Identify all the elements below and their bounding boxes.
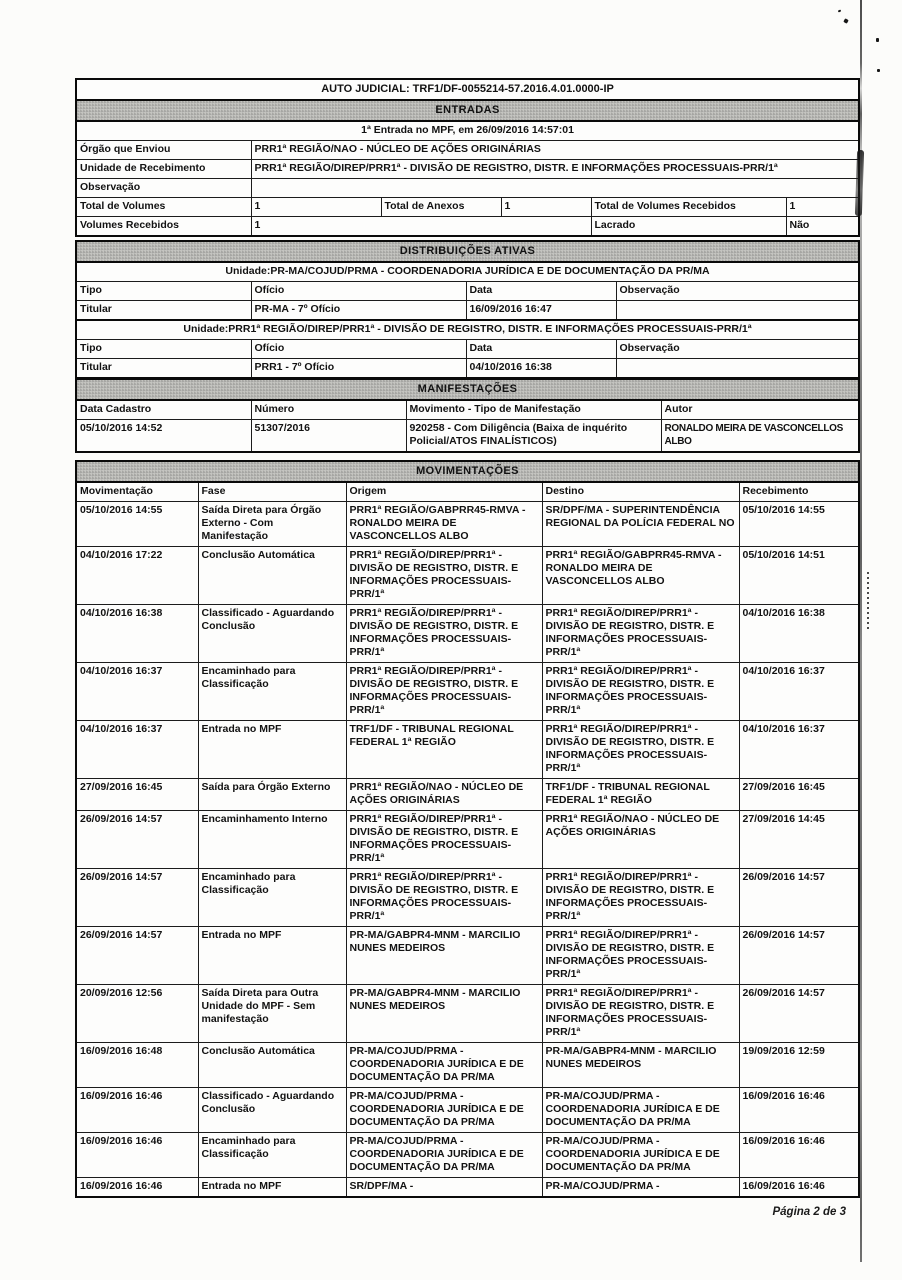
column-header-data: Data	[466, 282, 616, 301]
total-anexos-label: Total de Anexos	[381, 198, 501, 217]
entradas-band: ENTRADAS	[76, 100, 859, 121]
fase-cell: Classificado - Aguardando Conclusão	[198, 1088, 346, 1133]
table-row	[76, 663, 859, 721]
fase-cell: Saída para Órgão Externo	[198, 779, 346, 811]
observacao-value	[251, 179, 859, 198]
data-cadastro-cell: 05/10/2016 14:52	[76, 420, 251, 453]
table-row	[76, 1178, 859, 1198]
recebimento-cell: 27/09/2016 14:45	[739, 811, 859, 869]
distribuicoes-unidade-1: Unidade:PR-MA/COJUD/PRMA - COORDENADORIA JURÍDICA E DE DOCUMENTAÇÃO DA PR/MA	[76, 262, 859, 282]
table-row	[76, 301, 859, 321]
fase-cell: Entrada no MPF	[198, 721, 346, 779]
origem-cell: PRR1ª REGIÃO/DIREP/PRR1ª - DIVISÃO DE REGISTRO, DISTR. E INFORMAÇÕES PROCESSUAIS-PRR/1ª	[346, 605, 542, 663]
column-header-tipo: Tipo	[76, 282, 251, 301]
destino-cell: PRR1ª REGIÃO/DIREP/PRR1ª - DIVISÃO DE REGISTRO, DISTR. E INFORMAÇÕES PROCESSUAIS-PRR/1ª	[542, 869, 739, 927]
recebimento-cell: 05/10/2016 14:51	[739, 547, 859, 605]
origem-cell: PRR1ª REGIÃO/DIREP/PRR1ª - DIVISÃO DE REGISTRO, DISTR. E INFORMAÇÕES PROCESSUAIS-PRR/1ª	[346, 869, 542, 927]
data-cell: 04/10/2016 16:38	[466, 359, 616, 379]
column-header-oficio: Ofício	[251, 340, 466, 359]
recebimento-cell: 26/09/2016 14:57	[739, 869, 859, 927]
table-row	[76, 420, 859, 453]
recebimento-cell: 16/09/2016 16:46	[739, 1178, 859, 1198]
table-row	[76, 869, 859, 927]
fase-cell: Entrada no MPF	[198, 927, 346, 985]
table-row	[76, 1133, 859, 1178]
movimento-cell: 920258 - Com Diligência (Baixa de inquérito Policial/ATOS FINALÍSTICOS)	[406, 420, 661, 453]
fase-cell: Encaminhado para Classificação	[198, 1133, 346, 1178]
destino-cell: SR/DPF/MA - SUPERINTENDÊNCIA REGIONAL DA POLÍCIA FEDERAL NO	[542, 502, 739, 547]
movimentacao-cell: 04/10/2016 16:38	[76, 605, 198, 663]
movimentacao-cell: 26/09/2016 14:57	[76, 927, 198, 985]
origem-cell: PR-MA/COJUD/PRMA - COORDENADORIA JURÍDICA E DE DOCUMENTAÇÃO DA PR/MA	[346, 1133, 542, 1178]
distribuicoes-table	[75, 240, 860, 379]
origem-cell: PRR1ª REGIÃO/GABPRR45-RMVA - RONALDO MEIRA DE VASCONCELLOS ALBO	[346, 502, 542, 547]
lacrado-label: Lacrado	[591, 217, 786, 237]
movimentacao-cell: 16/09/2016 16:48	[76, 1043, 198, 1088]
movimentacoes-section	[75, 460, 860, 1198]
column-header-oficio: Ofício	[251, 282, 466, 301]
scan-dotted-mark	[867, 572, 869, 632]
scan-speck	[843, 18, 848, 23]
movimentacao-cell: 26/09/2016 14:57	[76, 869, 198, 927]
recebimento-cell: 16/09/2016 16:46	[739, 1088, 859, 1133]
entradas-subtitle: 1ª Entrada no MPF, em 26/09/2016 14:57:01	[76, 121, 859, 141]
table-row	[76, 605, 859, 663]
movimentacao-cell: 27/09/2016 16:45	[76, 779, 198, 811]
fase-cell: Encaminhado para Classificação	[198, 663, 346, 721]
volumes-recebidos-label: Volumes Recebidos	[76, 217, 251, 237]
table-row	[76, 359, 859, 379]
fase-cell: Encaminhamento Interno	[198, 811, 346, 869]
autor-cell: RONALDO MEIRA DE VASCONCELLOS ALBO	[661, 420, 859, 453]
movimentacao-cell: 20/09/2016 12:56	[76, 985, 198, 1043]
manifestacoes-band: MANIFESTAÇÕES	[76, 379, 859, 400]
movimentacao-cell: 05/10/2016 14:55	[76, 502, 198, 547]
destino-cell: PR-MA/COJUD/PRMA - COORDENADORIA JURÍDICA E DE DOCUMENTAÇÃO DA PR/MA	[542, 1088, 739, 1133]
movimentacao-cell: 04/10/2016 16:37	[76, 721, 198, 779]
recebimento-cell: 27/09/2016 16:45	[739, 779, 859, 811]
destino-cell: PRR1ª REGIÃO/NAO - NÚCLEO DE AÇÕES ORIGINÁRIAS	[542, 811, 739, 869]
column-header-movimentacao: Movimentação	[76, 482, 198, 502]
orgao-value: PRR1ª REGIÃO/NAO - NÚCLEO DE AÇÕES ORIGINÁRIAS	[251, 141, 859, 160]
column-header-numero: Número	[251, 400, 406, 420]
origem-cell: TRF1/DF - TRIBUNAL REGIONAL FEDERAL 1ª REGIÃO	[346, 721, 542, 779]
origem-cell: PRR1ª REGIÃO/NAO - NÚCLEO DE AÇÕES ORIGINÁRIAS	[346, 779, 542, 811]
column-header-origem: Origem	[346, 482, 542, 502]
fase-cell: Encaminhado para Classificação	[198, 869, 346, 927]
document-title: AUTO JUDICIAL: TRF1/DF-0055214-57.2016.4.01.0000-IP	[76, 79, 859, 100]
recebimento-cell: 26/09/2016 14:57	[739, 985, 859, 1043]
fase-cell: Classificado - Aguardando Conclusão	[198, 605, 346, 663]
destino-cell: PRR1ª REGIÃO/DIREP/PRR1ª - DIVISÃO DE REGISTRO, DISTR. E INFORMAÇÕES PROCESSUAIS-PRR/1ª	[542, 927, 739, 985]
observacao-cell	[616, 301, 859, 321]
table-row	[76, 779, 859, 811]
orgao-label: Órgão que Enviou	[76, 141, 251, 160]
fase-cell: Saída Direta para Outra Unidade do MPF - Sem manifestação	[198, 985, 346, 1043]
column-header-data-cadastro: Data Cadastro	[76, 400, 251, 420]
movimentacao-cell: 16/09/2016 16:46	[76, 1178, 198, 1198]
volumes-recebidos-value: 1	[251, 217, 591, 237]
recebimento-cell: 04/10/2016 16:37	[739, 663, 859, 721]
distribuicoes-section	[75, 240, 860, 379]
unidade-recebimento-value: PRR1ª REGIÃO/DIREP/PRR1ª - DIVISÃO DE REGISTRO, DISTR. E INFORMAÇÕES PROCESSUAIS-PRR/1ª	[251, 160, 859, 179]
unidade-recebimento-label: Unidade de Recebimento	[76, 160, 251, 179]
destino-cell: PRR1ª REGIÃO/DIREP/PRR1ª - DIVISÃO DE REGISTRO, DISTR. E INFORMAÇÕES PROCESSUAIS-PRR/1ª	[542, 985, 739, 1043]
fase-cell: Entrada no MPF	[198, 1178, 346, 1198]
recebimento-cell: 04/10/2016 16:37	[739, 721, 859, 779]
origem-cell: PR-MA/GABPR4-MNM - MARCILIO NUNES MEDEIROS	[346, 927, 542, 985]
table-row	[76, 1043, 859, 1088]
distribuicoes-band: DISTRIBUIÇÕES ATIVAS	[76, 241, 859, 262]
origem-cell: PR-MA/COJUD/PRMA - COORDENADORIA JURÍDICA E DE DOCUMENTAÇÃO DA PR/MA	[346, 1043, 542, 1088]
scan-smudge	[855, 150, 864, 216]
page-number: Página 2 de 3	[772, 1206, 846, 1218]
movimentacao-cell: 04/10/2016 16:37	[76, 663, 198, 721]
column-header-movimento: Movimento - Tipo de Manifestação	[406, 400, 661, 420]
origem-cell: PRR1ª REGIÃO/DIREP/PRR1ª - DIVISÃO DE REGISTRO, DISTR. E INFORMAÇÕES PROCESSUAIS-PRR/1ª	[346, 663, 542, 721]
total-volumes-recebidos-label: Total de Volumes Recebidos	[591, 198, 786, 217]
total-volumes-recebidos-value: 1	[786, 198, 859, 217]
lacrado-value: Não	[786, 217, 859, 237]
origem-cell: PR-MA/GABPR4-MNM - MARCILIO NUNES MEDEIROS	[346, 985, 542, 1043]
manifestacoes-section	[75, 378, 860, 453]
scan-speck	[877, 69, 880, 72]
movimentacao-cell: 16/09/2016 16:46	[76, 1133, 198, 1178]
fase-cell: Saída Direta para Órgão Externo - Com Manifestação	[198, 502, 346, 547]
table-row	[76, 985, 859, 1043]
table-row	[76, 547, 859, 605]
recebimento-cell: 05/10/2016 14:55	[739, 502, 859, 547]
origem-cell: PRR1ª REGIÃO/DIREP/PRR1ª - DIVISÃO DE REGISTRO, DISTR. E INFORMAÇÕES PROCESSUAIS-PRR/1ª	[346, 811, 542, 869]
origem-cell: PR-MA/COJUD/PRMA - COORDENADORIA JURÍDICA E DE DOCUMENTAÇÃO DA PR/MA	[346, 1088, 542, 1133]
oficio-cell: PR-MA - 7º Ofício	[251, 301, 466, 321]
destino-cell: TRF1/DF - TRIBUNAL REGIONAL FEDERAL 1ª REGIÃO	[542, 779, 739, 811]
table-row	[76, 1088, 859, 1133]
column-header-destino: Destino	[542, 482, 739, 502]
recebimento-cell: 19/09/2016 12:59	[739, 1043, 859, 1088]
column-header-fase: Fase	[198, 482, 346, 502]
fase-cell: Conclusão Automática	[198, 1043, 346, 1088]
column-header-data: Data	[466, 340, 616, 359]
column-header-observacao: Observação	[616, 282, 859, 301]
total-volumes-label: Total de Volumes	[76, 198, 251, 217]
observacao-cell	[616, 359, 859, 379]
table-row	[76, 721, 859, 779]
table-row	[76, 502, 859, 547]
destino-cell: PR-MA/COJUD/PRMA -	[542, 1178, 739, 1198]
entradas-table	[75, 78, 860, 237]
manifestacoes-table	[75, 378, 860, 453]
total-volumes-value: 1	[251, 198, 381, 217]
entradas-section	[75, 78, 860, 237]
oficio-cell: PRR1 - 7º Ofício	[251, 359, 466, 379]
table-row	[76, 927, 859, 985]
table-row	[76, 811, 859, 869]
destino-cell: PR-MA/COJUD/PRMA - COORDENADORIA JURÍDICA E DE DOCUMENTAÇÃO DA PR/MA	[542, 1133, 739, 1178]
column-header-observacao: Observação	[616, 340, 859, 359]
origem-cell: SR/DPF/MA -	[346, 1178, 542, 1198]
column-header-autor: Autor	[661, 400, 859, 420]
recebimento-cell: 16/09/2016 16:46	[739, 1133, 859, 1178]
movimentacao-cell: 26/09/2016 14:57	[76, 811, 198, 869]
data-cell: 16/09/2016 16:47	[466, 301, 616, 321]
column-header-recebimento: Recebimento	[739, 482, 859, 502]
recebimento-cell: 26/09/2016 14:57	[739, 927, 859, 985]
tipo-cell: Titular	[76, 301, 251, 321]
destino-cell: PRR1ª REGIÃO/GABPRR45-RMVA - RONALDO MEIRA DE VASCONCELLOS ALBO	[542, 547, 739, 605]
observacao-label: Observação	[76, 179, 251, 198]
movimentacao-cell: 16/09/2016 16:46	[76, 1088, 198, 1133]
fase-cell: Conclusão Automática	[198, 547, 346, 605]
destino-cell: PRR1ª REGIÃO/DIREP/PRR1ª - DIVISÃO DE REGISTRO, DISTR. E INFORMAÇÕES PROCESSUAIS-PRR/1ª	[542, 605, 739, 663]
destino-cell: PRR1ª REGIÃO/DIREP/PRR1ª - DIVISÃO DE REGISTRO, DISTR. E INFORMAÇÕES PROCESSUAIS-PRR/1ª	[542, 721, 739, 779]
scan-speck	[876, 38, 879, 42]
movimentacoes-band: MOVIMENTAÇÕES	[76, 461, 859, 482]
recebimento-cell: 04/10/2016 16:38	[739, 605, 859, 663]
numero-cell: 51307/2016	[251, 420, 406, 453]
total-anexos-value: 1	[501, 198, 591, 217]
destino-cell: PR-MA/GABPR4-MNM - MARCILIO NUNES MEDEIROS	[542, 1043, 739, 1088]
distribuicoes-unidade-2: Unidade:PRR1ª REGIÃO/DIREP/PRR1ª - DIVISÃO DE REGISTRO, DISTR. E INFORMAÇÕES PROCESSUAIS-PRR/1ª	[76, 320, 859, 340]
origem-cell: PRR1ª REGIÃO/DIREP/PRR1ª - DIVISÃO DE REGISTRO, DISTR. E INFORMAÇÕES PROCESSUAIS-PRR/1ª	[346, 547, 542, 605]
destino-cell: PRR1ª REGIÃO/DIREP/PRR1ª - DIVISÃO DE REGISTRO, DISTR. E INFORMAÇÕES PROCESSUAIS-PRR/1ª	[542, 663, 739, 721]
column-header-tipo: Tipo	[76, 340, 251, 359]
tipo-cell: Titular	[76, 359, 251, 379]
movimentacao-cell: 04/10/2016 17:22	[76, 547, 198, 605]
movimentacoes-table	[75, 460, 860, 1198]
scan-speck	[838, 10, 842, 13]
